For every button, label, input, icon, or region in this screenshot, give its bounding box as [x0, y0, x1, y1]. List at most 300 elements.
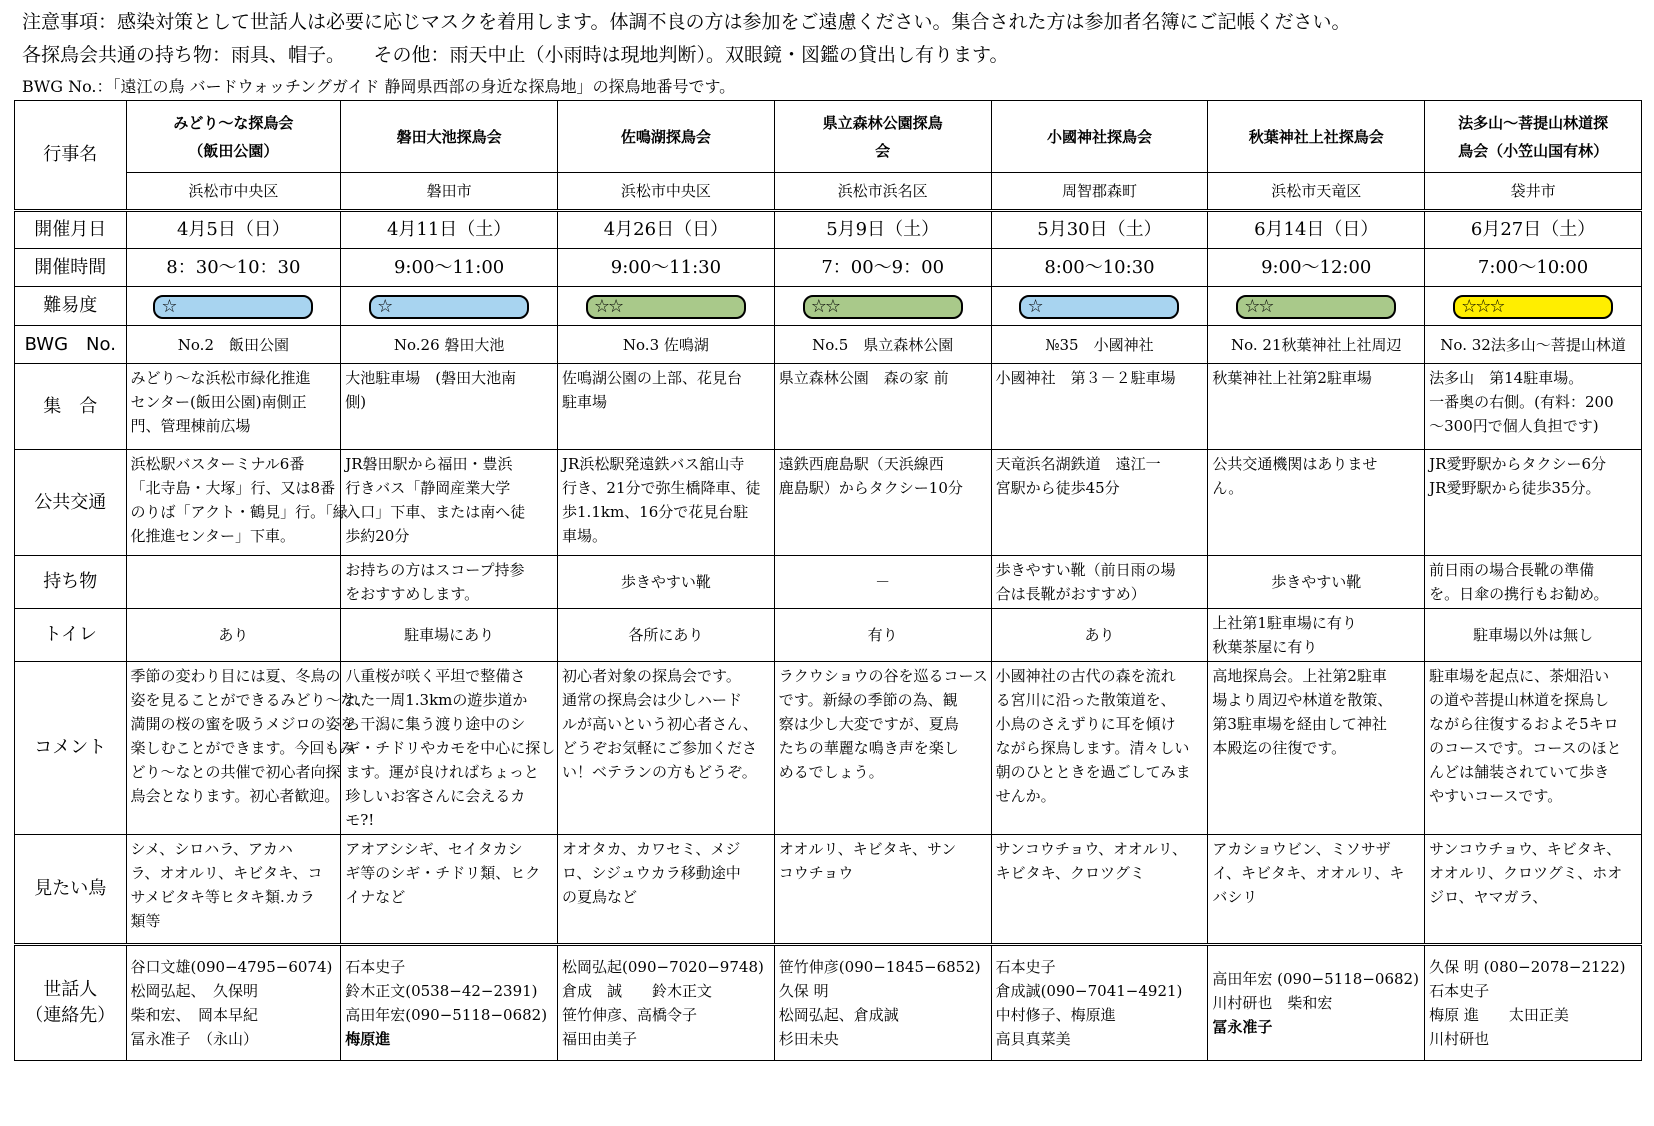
text-line: 鳥会となります。初心者歓迎。 [130, 787, 340, 805]
date-text: 4月5日（日） [176, 219, 290, 240]
text-line: 会 [875, 141, 891, 160]
staff-line: 柴和宏、 岡本早紀 [130, 1006, 259, 1024]
area-text: 浜松市中央区 [188, 182, 279, 200]
event-transport [1208, 450, 1425, 556]
event-difficulty [991, 287, 1208, 326]
area-text: 浜松市中央区 [620, 182, 711, 200]
event-difficulty [558, 287, 775, 326]
text-line: 珍しいお客さんに会えるカ [345, 787, 526, 805]
staff-line: 笹竹伸彦、高橋令子 [562, 1006, 698, 1024]
text-line: イ、キビタキ、オオルリ、キ [1212, 864, 1405, 882]
event-meeting [1208, 364, 1425, 450]
event-birds [991, 835, 1208, 945]
header-text: BWG No. [24, 333, 116, 355]
text-line: 県立森林公園探鳥 [822, 113, 943, 132]
text-line: サンコウチョウ、キビタキ、 [1429, 840, 1622, 858]
text-line: 駐車場を起点に、茶畑沿い [1429, 667, 1610, 685]
text-line: 有り [867, 626, 898, 644]
text-line: オオタカ、カワセミ、メジ [562, 840, 741, 858]
text-line: 場より周辺や林道を散策、 [1212, 691, 1393, 709]
bwg-text: №35 小國神社 [1045, 335, 1154, 354]
text-line: 鳥会（小笠山国有林） [1458, 141, 1609, 160]
staff-line: 高貝真菜美 [995, 1030, 1071, 1048]
event-items [991, 556, 1208, 609]
bwg-text: No. 32法多山～菩提山林道 [1440, 335, 1626, 354]
text-line: 浜松駅バスターミナル6番 [130, 455, 305, 473]
text-line: 歩きやすい靴 [620, 573, 711, 591]
text-line: 合は長靴がおすすめ） [995, 585, 1146, 603]
event-items [341, 556, 558, 609]
text-line: 高地探鳥会。上社第2駐車 [1212, 667, 1387, 685]
event-date [1208, 211, 1425, 249]
text-line: ロ、シジュウカラ移動途中 [562, 864, 741, 882]
header-text: 開催月日 [34, 219, 107, 240]
event-staff [341, 945, 558, 1061]
event-items [558, 556, 775, 609]
event-comment [126, 662, 371, 835]
text-line: どうぞお気軽にご参加くださ [562, 739, 758, 757]
staff-line: 倉成 誠 鈴木正文 [562, 982, 713, 1000]
text-line: どり～なとの共催で初心者向探 [130, 763, 341, 781]
text-line: 歩約20分 [345, 527, 410, 545]
event-staff [558, 945, 775, 1061]
event-transport [774, 450, 991, 556]
event-date [126, 211, 341, 249]
text-line: 類等 [130, 912, 161, 930]
event-date [774, 211, 991, 249]
row-header-birds [15, 835, 127, 945]
event-birds [774, 835, 991, 945]
event-area [1208, 173, 1425, 211]
bwg-text: No.3 佐鳴湖 [622, 335, 709, 354]
date-text: 4月11日（土） [386, 219, 512, 240]
event-bwg [991, 326, 1208, 364]
text-line: ラクウショウの谷を巡るコース [778, 667, 988, 685]
row-header-items [15, 556, 127, 609]
staff-line: 松岡弘起(090−7020−9748) [562, 958, 764, 976]
event-date [558, 211, 775, 249]
staff-line: 笹竹伸彦(090−1845−6852) [778, 958, 981, 976]
event-items [1208, 556, 1425, 609]
event-transport [126, 450, 348, 556]
staff-line: 福田由美子 [562, 1030, 638, 1048]
schedule-table [14, 100, 1642, 1061]
event-transport [341, 450, 558, 556]
text-line: 車場。 [562, 527, 608, 545]
event-difficulty [126, 287, 341, 326]
event-bwg [558, 326, 775, 364]
text-line: 楽しむことができます。今回もみ [130, 739, 355, 757]
event-difficulty [1425, 287, 1642, 326]
event-meeting [774, 364, 991, 450]
date-text: 5月9日（土） [826, 219, 940, 240]
text-line: の夏鳥など [562, 888, 638, 906]
text-line: JR磐田駅から福田・豊浜 [345, 455, 513, 473]
text-line: 磐田大池探鳥会 [396, 127, 502, 146]
staff-line: 倉成誠(090−7041−4921) [995, 982, 1183, 1000]
event-comment [1208, 662, 1425, 835]
star-icon: ☆ [161, 295, 176, 317]
text-line: 朝のひとときを過ごしてみま [995, 763, 1191, 781]
text-line: － [875, 573, 891, 591]
staff-line: 久保 明 [778, 982, 829, 1000]
staff-line: 石本史子 [995, 958, 1056, 976]
text-line: 上社第1駐車場に有り [1212, 614, 1357, 632]
header-line: （連絡先） [25, 1005, 116, 1026]
event-items [1425, 556, 1642, 609]
text-line: 入口」下車、または南へ徒 [345, 503, 526, 521]
text-line: シメ、シロハラ、アカハ [130, 840, 293, 858]
time-text: 8：30～10：30 [166, 256, 301, 278]
event-time [1208, 249, 1425, 287]
row-header-meeting [15, 364, 127, 450]
text-line: ～300円で個人負担です) [1429, 417, 1599, 435]
text-line: イナなど [345, 888, 406, 906]
row-header-time [15, 249, 127, 287]
row-area [15, 173, 1642, 211]
event-time [341, 249, 558, 287]
text-line: 初心者対象の探鳥会です。 [562, 667, 741, 685]
row-header-comment [15, 662, 127, 835]
text-line: あり [218, 626, 249, 644]
event-toilet [774, 609, 991, 662]
staff-line: 梅原進 [345, 1030, 391, 1048]
text-line: 行き、21分で弥生橋降車、徒 [562, 479, 761, 497]
staff-line: 石本史子 [345, 958, 406, 976]
difficulty-bar [1019, 295, 1179, 319]
event-time [558, 249, 775, 287]
star-icon: ☆☆☆ [1461, 295, 1504, 317]
event-name [991, 101, 1208, 173]
event-name [341, 101, 558, 173]
row-header-staff [15, 945, 127, 1061]
event-birds [558, 835, 775, 945]
notice-bwg: BWG No.：「遠江の鳥 バードウォッチングガイド 静岡県西部の身近な探鳥地」の探鳥地番号です。 [22, 77, 736, 96]
event-name [774, 101, 991, 173]
date-text: 4月26日（日） [603, 219, 729, 240]
difficulty-bar [803, 295, 963, 319]
text-line: オオルリ、クロツグミ、ホオ [1429, 864, 1623, 882]
date-text: 5月30日（土） [1037, 219, 1162, 240]
text-line: 遠鉄西鹿島駅（天浜線西 [778, 455, 944, 473]
event-toilet [1425, 609, 1642, 662]
text-line: バシリ [1212, 888, 1258, 906]
date-text: 6月27日（土） [1470, 219, 1596, 240]
text-line: ます。運が良ければちょっと [345, 763, 540, 781]
text-line: めるでしょう。 [778, 763, 884, 781]
event-staff [1425, 945, 1642, 1061]
text-line: をおすすめします。 [345, 585, 480, 603]
notice-common-items: 各探鳥会共通の持ち物：雨具、帽子。 その他：雨天中止（小雨時は現地判断）。双眼鏡・図鑑の貸出し有ります。 [22, 44, 1009, 66]
event-toilet [1208, 609, 1425, 662]
staff-line: 杉田未央 [778, 1030, 839, 1048]
text-line: 法多山 第14駐車場。 [1429, 369, 1584, 387]
header-text: 見たい鳥 [34, 878, 107, 899]
event-bwg [1208, 326, 1425, 364]
staff-line: 高田年宏 (090−5118−0682) [1212, 970, 1419, 988]
text-line: 秋葉神社上社第2駐車場 [1212, 369, 1372, 387]
event-birds [126, 835, 341, 945]
event-area [1425, 173, 1642, 211]
row-time [15, 249, 1642, 287]
staff-line: 冨永准子 （永山） [130, 1030, 259, 1048]
event-time [991, 249, 1208, 287]
event-toilet [558, 609, 775, 662]
text-line: みどり～な探鳥会 [173, 113, 294, 132]
event-area [341, 173, 558, 211]
row-header-toilet [15, 609, 127, 662]
header-text: 公共交通 [34, 491, 107, 513]
text-line: せんか。 [995, 787, 1056, 805]
event-toilet [126, 609, 341, 662]
header-text: 集 合 [43, 395, 98, 417]
row-comment [15, 662, 1642, 835]
text-line: 駐車場 [562, 393, 608, 411]
text-line: モ?! [345, 811, 375, 829]
text-line: JR愛野駅からタクシー6分 [1429, 455, 1606, 473]
text-line: のりば「アクト・鶴見」行。「緑 [130, 503, 348, 521]
notice-block [22, 6, 1642, 100]
event-name [1208, 101, 1425, 173]
event-transport [1425, 450, 1642, 556]
event-area [126, 173, 341, 211]
text-line: 秋葉茶屋に有り [1212, 638, 1318, 656]
text-line: ギ等のシギ・チドリ類、ヒク [345, 864, 541, 882]
text-line: 側) [345, 393, 367, 411]
difficulty-bar [1453, 295, 1613, 319]
event-time [774, 249, 991, 287]
text-line: たちの華麗な鳴き声を楽し [778, 739, 959, 757]
difficulty-bar [586, 295, 746, 319]
event-difficulty [1208, 287, 1425, 326]
staff-line: 川村研也 柴和宏 [1212, 994, 1333, 1012]
text-line: 小國神社の古代の森を流れ [995, 667, 1176, 685]
text-line: 察は少し大変ですが、夏鳥 [778, 715, 959, 733]
text-line: 歩きやすい靴（前日雨の場 [995, 561, 1176, 579]
star-icon: ☆☆ [593, 295, 623, 317]
text-line: 駐車場以外は無し [1473, 626, 1594, 644]
event-toilet [991, 609, 1208, 662]
text-line: 大池駐車場 (磐田大池南 [345, 369, 517, 387]
text-line: ギ・チドリやカモを中心に探し [345, 739, 556, 757]
text-line: オオルリ、キビタキ、サン [778, 840, 957, 858]
text-line: 鹿島駅）からタクシー10分 [778, 479, 963, 497]
row-transport [15, 450, 1642, 556]
row-staff [15, 945, 1642, 1061]
event-date [341, 211, 558, 249]
text-line: アカショウビン、ミソサザ [1212, 840, 1391, 858]
text-line: ん。 [1212, 479, 1244, 497]
event-birds [1208, 835, 1425, 945]
bwg-text: No.2 飯田公園 [177, 335, 289, 354]
text-line: 小國神社探鳥会 [1046, 127, 1152, 146]
text-line: れた一周1.3kmの遊歩道か [345, 691, 528, 709]
text-line: 小國神社 第３－２駐車場 [995, 369, 1176, 387]
time-text: 9:00～12:00 [1261, 256, 1372, 278]
text-line: のコースです。コースのほと [1429, 739, 1622, 757]
event-staff [991, 945, 1208, 1061]
event-items [774, 556, 991, 609]
event-time [1425, 249, 1642, 287]
text-line: ら干潟に集う渡り途中のシ [345, 715, 526, 733]
event-area [558, 173, 775, 211]
text-line: 季節の変わり目には夏、冬鳥の [130, 667, 341, 685]
text-line: ながら探鳥します。清々しい [995, 739, 1190, 757]
time-text: 8:00～10:30 [1044, 256, 1155, 278]
text-line: 各所にあり [628, 626, 704, 644]
row-bwg [15, 326, 1642, 364]
header-text: 開催時間 [34, 256, 107, 278]
event-date [1425, 211, 1642, 249]
event-difficulty [341, 287, 558, 326]
text-line: ジロ、ヤマガラ、 [1429, 888, 1548, 906]
header-text: 難易度 [43, 295, 98, 316]
time-text: 7：00～9：00 [821, 256, 945, 278]
text-line: ながら往復するおよそ5キロ [1429, 715, 1619, 733]
event-name [558, 101, 775, 173]
time-text: 7:00～10:00 [1477, 256, 1589, 278]
event-area [774, 173, 991, 211]
text-line: 秋葉神社上社探鳥会 [1248, 127, 1384, 146]
text-line: 本殿迄の往復です。 [1212, 739, 1347, 757]
staff-line: 高田年宏(090−5118−0682) [345, 1006, 548, 1024]
staff-line: 石本史子 [1429, 982, 1490, 1000]
staff-line: 川村研也 [1429, 1030, 1490, 1048]
staff-line: 松岡弘起、倉成誠 [778, 1006, 899, 1024]
row-toilet [15, 609, 1642, 662]
staff-line: 冨永准子 [1212, 1018, 1273, 1036]
event-name [1425, 101, 1642, 173]
star-icon: ☆☆ [810, 295, 839, 317]
text-line: 門、管理棟前広場 [130, 417, 251, 435]
event-birds [341, 835, 558, 945]
event-bwg [341, 326, 558, 364]
event-meeting [341, 364, 558, 450]
text-line: （飯田公園） [188, 141, 279, 160]
event-date [991, 211, 1208, 249]
text-line: ラ、オオルリ、キビタキ、コ [130, 864, 323, 882]
area-text: 袋井市 [1510, 182, 1556, 200]
text-line: お持ちの方はスコープ持参 [345, 561, 525, 579]
text-line: 「北寺島・大塚」行、又は8番 [130, 479, 336, 497]
text-line: 行きバス「静岡産業大学 [345, 479, 511, 497]
text-line: んどは舗装されていて歩き [1429, 763, 1610, 781]
text-line: 天竜浜名湖鉄道 遠江一 [995, 455, 1161, 473]
text-line: 第3駐車場を経由して神社 [1212, 715, 1387, 733]
bwg-text: No. 21秋葉神社上社周辺 [1230, 335, 1402, 354]
star-icon: ☆☆ [1244, 295, 1273, 317]
event-comment [1425, 662, 1642, 835]
row-event-name [15, 101, 1642, 173]
text-line: 満開の桜の蜜を吸うメジロの姿を [130, 715, 356, 733]
text-line: 宮駅から徒歩45分 [995, 479, 1120, 497]
event-staff [774, 945, 991, 1061]
event-area [991, 173, 1208, 211]
text-line: サンコウチョウ、オオルリ、 [995, 840, 1187, 858]
header-text: トイレ [43, 624, 97, 645]
date-text: 6月14日（日） [1254, 219, 1379, 240]
bwg-text: No.26 磐田大池 [393, 335, 505, 354]
event-comment [341, 662, 558, 835]
text-line: の道や菩提山林道を探鳥し [1429, 691, 1610, 709]
area-text: 浜松市天竜区 [1271, 182, 1362, 200]
text-line: あり [1084, 626, 1115, 644]
area-text: 周智郡森町 [1061, 182, 1137, 200]
event-transport [991, 450, 1208, 556]
staff-line: 梅原 進 太田正美 [1429, 1006, 1569, 1024]
header-line: 世話人 [43, 979, 98, 1000]
event-meeting [1425, 364, 1642, 450]
text-line: センター(飯田公園)南側正 [130, 393, 307, 411]
header-text: 持ち物 [43, 571, 98, 592]
event-items [126, 556, 341, 609]
text-line: やすいコースです。 [1429, 787, 1563, 805]
text-line: 公共交通機関はありませ [1212, 455, 1378, 473]
text-line: 姿を見ることができるみどり～な、 [130, 691, 371, 709]
difficulty-bar [153, 295, 313, 319]
event-bwg [774, 326, 991, 364]
text-line: い！ベテランの方もどうぞ。 [562, 763, 757, 781]
text-line: 前日雨の場合長靴の準備 [1429, 561, 1595, 579]
text-line: です。新緑の季節の為、観 [778, 691, 958, 709]
event-time [126, 249, 341, 287]
text-line: 歩1.1km、16分で花見台駐 [562, 503, 749, 521]
row-difficulty [15, 287, 1642, 326]
event-bwg [1425, 326, 1642, 364]
row-date [15, 211, 1642, 249]
text-line: 歩きやすい靴 [1271, 573, 1362, 591]
text-line: る宮川に沿った散策道を、 [995, 691, 1176, 709]
staff-line: 松岡弘起、 久保明 [130, 982, 259, 1000]
event-comment [774, 662, 991, 835]
staff-line: 鈴木正文(0538−42−2391) [345, 982, 538, 1000]
event-comment [558, 662, 775, 835]
event-name [126, 101, 341, 173]
notice-caution: 注意事項：感染対策として世話人は必要に応じマスクを着用します。体調不良の方は参加をご遠慮ください。集合された方は参加者名簿にご記帳ください。 [22, 11, 1351, 33]
text-line: を。日傘の携行もお勧め。 [1429, 585, 1609, 603]
row-items [15, 556, 1642, 609]
event-comment [991, 662, 1208, 835]
row-header-difficulty [15, 287, 127, 326]
text-line: コウチョウ [778, 864, 854, 882]
time-text: 9:00～11:00 [393, 256, 505, 278]
star-icon: ☆ [377, 295, 392, 317]
staff-line: 久保 明 (080−2078−2122) [1429, 958, 1626, 976]
text-line: 駐車場にあり [404, 626, 495, 644]
row-header-bwg [15, 326, 127, 364]
event-meeting [126, 364, 341, 450]
difficulty-bar [1236, 295, 1396, 319]
time-text: 9:00～11:30 [610, 256, 722, 278]
text-line: 八重桜が咲く平坦で整備さ [345, 667, 526, 685]
event-meeting [558, 364, 775, 450]
text-line: 佐鳴湖公園の上部、花見台 [562, 369, 743, 387]
row-header-event [15, 101, 127, 211]
staff-line: 中村修子、梅原進 [995, 1006, 1116, 1024]
text-line: 小鳥のさえずりに耳を傾け [995, 715, 1176, 733]
text-line: 佐鳴湖探鳥会 [620, 127, 711, 146]
event-toilet [341, 609, 558, 662]
header-text: コメント [34, 737, 107, 758]
event-staff [126, 945, 341, 1061]
event-staff [1208, 945, 1425, 1061]
header-text: 行事名 [43, 144, 98, 165]
bwg-text: No.5 県立森林公園 [812, 335, 954, 354]
text-line: ルが高いという初心者さん、 [562, 715, 758, 733]
text-line: 法多山～菩提山林道探 [1458, 113, 1609, 132]
event-bwg [126, 326, 341, 364]
row-meeting [15, 364, 1642, 450]
